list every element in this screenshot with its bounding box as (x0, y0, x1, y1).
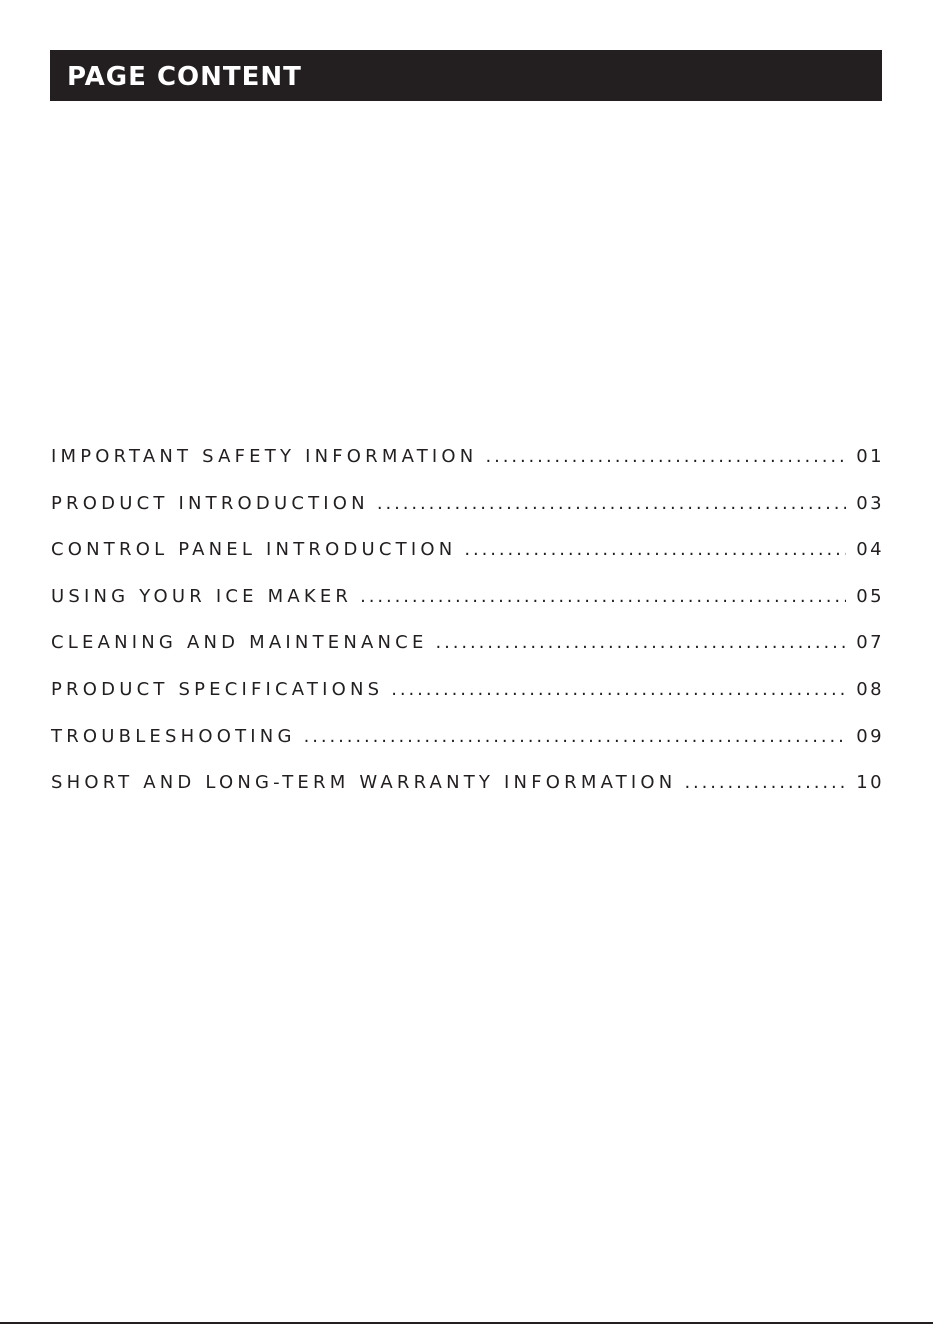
toc-dot-leader (377, 493, 846, 514)
toc-page-number: 08 (856, 678, 884, 700)
toc-dot-leader (304, 726, 847, 747)
toc-dot-leader (436, 632, 847, 653)
toc-page-number: 05 (856, 585, 884, 607)
toc-entry[interactable] (51, 772, 882, 819)
toc-entry[interactable] (51, 586, 882, 633)
toc-entry-title: SHORT AND LONG-TERM WARRANTY INFORMATION (51, 772, 677, 794)
toc-entry[interactable] (51, 493, 882, 540)
toc-entry[interactable] (51, 539, 882, 586)
toc-entry-title: PRODUCT SPECIFICATIONS (51, 678, 384, 700)
toc-page-number: 10 (856, 772, 884, 794)
toc-entry[interactable] (51, 632, 882, 679)
section-header-bar (50, 50, 882, 101)
toc-entry-title: USING YOUR ICE MAKER (51, 585, 353, 607)
toc-page-number: 04 (856, 539, 884, 561)
toc-entry-title: PRODUCT INTRODUCTION (51, 492, 369, 514)
toc-dot-leader (464, 539, 846, 560)
toc-entry[interactable] (51, 679, 882, 726)
toc-dot-leader (360, 586, 846, 607)
toc-entry[interactable] (51, 446, 882, 493)
toc-dot-leader (485, 446, 846, 467)
toc-entry-title: IMPORTANT SAFETY INFORMATION (51, 446, 478, 467)
table-of-contents (51, 446, 882, 819)
toc-entry[interactable] (51, 726, 882, 773)
toc-dot-leader (684, 772, 846, 793)
toc-dot-leader (391, 679, 846, 700)
toc-page-number: 09 (856, 725, 884, 747)
toc-page-number: 03 (856, 492, 884, 514)
toc-entry-title: CONTROL PANEL INTRODUCTION (51, 539, 457, 561)
toc-entry-title: TROUBLESHOOTING (51, 725, 296, 747)
toc-entry-title: CLEANING AND MAINTENANCE (51, 632, 428, 654)
page-title: PAGE CONTENT (67, 61, 302, 92)
toc-page-number: 01 (856, 446, 884, 467)
toc-page-number: 07 (856, 632, 884, 654)
